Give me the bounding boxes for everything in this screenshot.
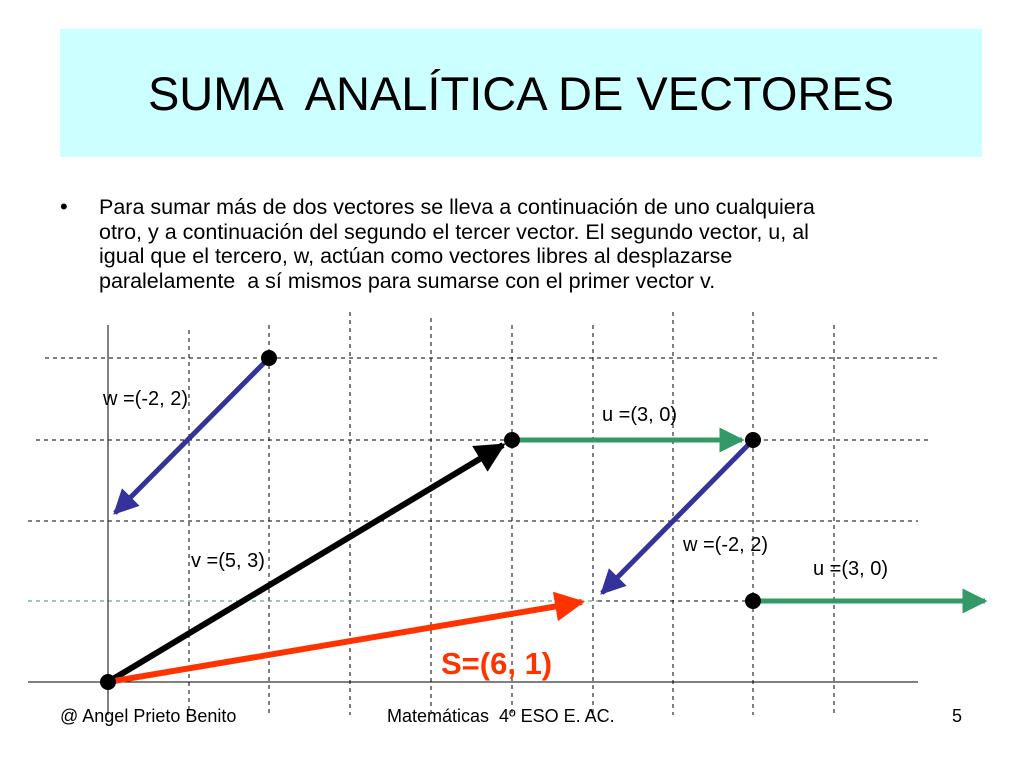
- bullet-marker: •: [60, 194, 68, 219]
- footer-course: Matemáticas 4º ESO E. AC.: [387, 706, 615, 726]
- endpoint-dot: [745, 593, 761, 609]
- vector-w: [602, 440, 753, 593]
- endpoint-dot: [100, 674, 116, 690]
- paragraph-line: Para sumar más de dos vectores se lleva a continuación de uno cualquiera: [99, 195, 815, 219]
- label-v: v =(5, 3): [191, 550, 265, 572]
- paragraph-line: otro, y a continuación del segundo el tercer vector. El segundo vector, u, al: [99, 219, 809, 244]
- paragraph-line: paralelamente a sí mismos para sumarse con el primer vector v.: [99, 268, 716, 293]
- endpoint-dot: [261, 350, 277, 366]
- paragraph-line: igual que el tercero, w, actúan como vectores libres al desplazarse: [99, 244, 733, 268]
- vector-w-free: [115, 358, 269, 513]
- footer-author: @ Angel Prieto Benito: [60, 706, 237, 726]
- slide-title: SUMA ANALÍTICA DE VECTORES: [147, 66, 895, 120]
- endpoint-dot: [745, 432, 761, 448]
- label-u-bottom: u =(3, 0): [813, 558, 889, 580]
- footer-page-number: 5: [952, 706, 963, 726]
- label-u-top: u =(3, 0): [602, 404, 678, 426]
- endpoint-dot: [504, 432, 520, 448]
- label-sum: S=(6, 1): [441, 646, 553, 681]
- label-w-mid: w =(-2, 2): [683, 534, 769, 556]
- label-w-left: w =(-2, 2): [103, 388, 189, 410]
